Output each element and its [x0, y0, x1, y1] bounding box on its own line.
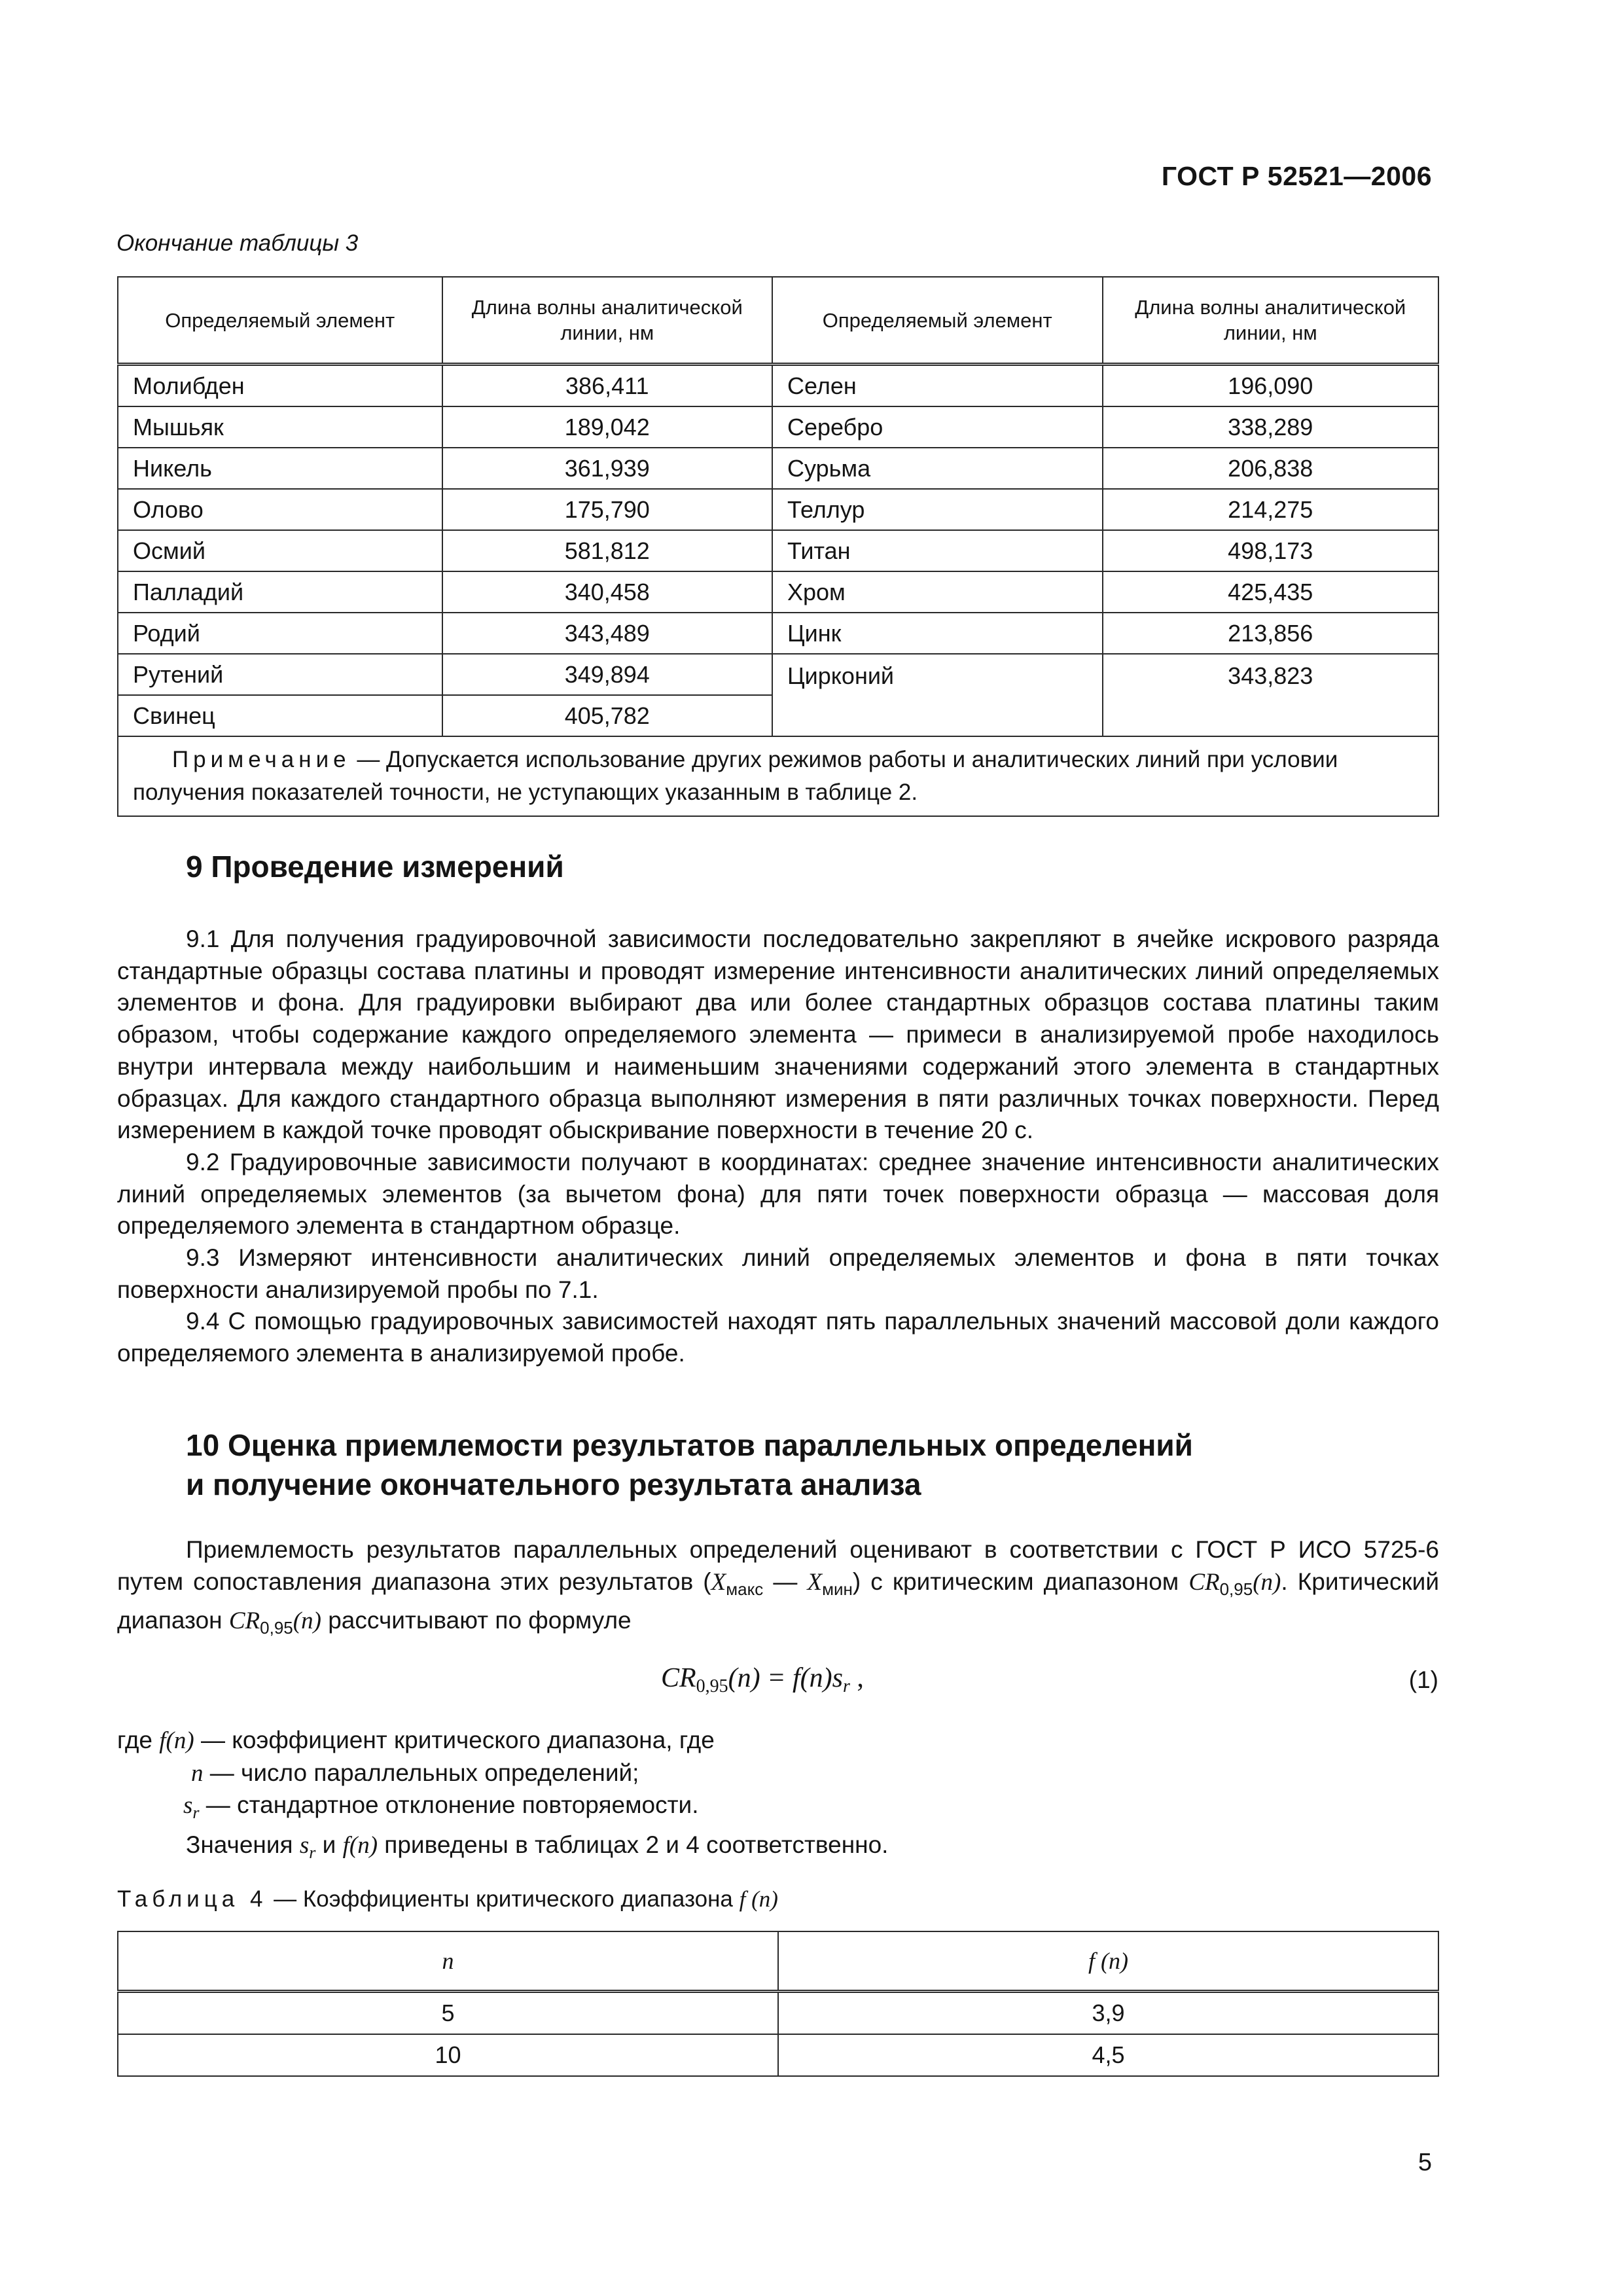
- definition-line: [117, 1789, 888, 1829]
- table-row: [118, 406, 1438, 448]
- section9-body: [117, 924, 1439, 1370]
- paragraph: [117, 1534, 1439, 1644]
- table-cell: Хром: [772, 571, 1103, 613]
- formula: [661, 1662, 864, 1697]
- paragraph: 9.1 Для получения градуировочной зависимости последовательно закрепляют в ячейке искрового разряда стандартные образцы состава платины и проводят измерение интенсивности аналитических линий определяемых элементов и фона. Для градуировки выбирают два или более стандартных образцов состава платины таким образом, чтобы содержание каждого определяемого элемента — примеси в анализируемой пробе находилось внутри интервала между наибольшим и наименьшим значениями содержаний этого элемента в стандартных образцах. Для каждого стандартного образца выполняют измерения в пяти различных точках поверхности. Перед измерением в каждой точке проводят обыскривание поверхности в течение 20 с.: [117, 925, 1439, 1144]
- formula-number: (1): [1408, 1666, 1438, 1693]
- table-cell: Свинец: [118, 695, 442, 736]
- symbol: s: [183, 1792, 193, 1820]
- table-row: [118, 448, 1438, 489]
- symbol: f(n): [342, 1832, 378, 1859]
- formula-text: ,: [849, 1663, 864, 1693]
- text-run: — стандартное отклонение повторяемости.: [199, 1791, 699, 1819]
- text-run: Приемлемость результатов параллельных определений оценивают в соответствии с ГОСТ Р ИСО 5725-6 путем сопоставления диапазона этих результатов (: [117, 1536, 1439, 1595]
- table-cell: 189,042: [442, 406, 772, 448]
- symbol: (n): [293, 1607, 321, 1635]
- table-cell: 581,812: [442, 530, 772, 571]
- table-cell: Родий: [118, 613, 442, 654]
- table-cell: Палладий: [118, 571, 442, 613]
- subscript: макс: [726, 1579, 764, 1599]
- table4-header-n: n: [118, 1931, 778, 1992]
- table-cell: Теллур: [772, 489, 1103, 530]
- text-run: ) с критическим диапазоном: [852, 1568, 1189, 1595]
- table-cell: 386,411: [442, 365, 772, 407]
- table-cell: 214,275: [1103, 489, 1439, 530]
- caption-text: — Коэффициенты критического диапазона: [267, 1886, 740, 1912]
- paragraph: 9.3 Измеряют интенсивности аналитических линий определяемых элементов и фона в пяти точках поверхности анализируемой пробы по 7.1.: [117, 1244, 1439, 1303]
- symbol: CR: [228, 1607, 260, 1635]
- subscript: мин: [822, 1579, 853, 1599]
- table3-header-element: Определяемый элемент: [118, 277, 442, 365]
- table-cell: 498,173: [1103, 530, 1439, 571]
- symbol: f(n): [159, 1727, 194, 1754]
- table3: [117, 276, 1439, 817]
- text-run: — число параллельных определений;: [203, 1759, 639, 1786]
- table4-header-fn: f (n): [778, 1931, 1438, 1992]
- table-note-row: [118, 736, 1438, 816]
- text-run: где: [117, 1727, 160, 1753]
- text-run: Значения: [186, 1831, 300, 1859]
- table3-header-element: Определяемый элемент: [772, 277, 1103, 365]
- caption-label: Таблица 4: [117, 1886, 268, 1912]
- definition-line: [117, 1725, 888, 1757]
- subscript: r: [192, 1803, 200, 1823]
- table-cell: 5: [118, 1992, 778, 2035]
- table-cell: Титан: [772, 530, 1103, 571]
- section9-heading: 9 Проведение измерений: [186, 850, 564, 884]
- text-run: приведены в таблицах 2 и 4 соответственно.: [378, 1831, 889, 1859]
- table-cell: Осмий: [118, 530, 442, 571]
- table-cell: Цирконий: [772, 654, 1103, 736]
- table3-caption: Окончание таблицы 3: [116, 230, 359, 256]
- symbol: n: [191, 1759, 204, 1787]
- table-cell: 338,289: [1103, 406, 1439, 448]
- subscript: 0,95: [260, 1618, 293, 1638]
- table-cell: 361,939: [442, 448, 772, 489]
- table-cell: Сурьма: [772, 448, 1103, 489]
- paragraph: 9.4 С помощью градуировочных зависимостей находят пять параллельных значений массовой доли каждого определяемого элемента в анализируемой пробе.: [117, 1308, 1439, 1367]
- table4-caption: [117, 1886, 778, 1912]
- table-cell: 4,5: [778, 2034, 1438, 2076]
- section10-heading-line1: 10 Оценка приемлемости результатов параллельных определений: [186, 1428, 1193, 1462]
- table-cell: 343,823: [1103, 654, 1439, 736]
- table-cell: 405,782: [442, 695, 772, 736]
- text-run: — коэффициент критического диапазона, где: [194, 1727, 715, 1753]
- section10-heading-line2: и получение окончательного результата анализа: [186, 1467, 921, 1501]
- table-row: [118, 654, 1438, 695]
- table3-note: [118, 736, 1438, 816]
- formula-subscript: 0,95: [696, 1676, 728, 1696]
- table-row: [118, 2034, 1438, 2076]
- table-row: [118, 613, 1438, 654]
- formula-text: (n) = f(n)s: [728, 1663, 843, 1693]
- symbol: (n): [1253, 1568, 1281, 1596]
- table-cell: 213,856: [1103, 613, 1439, 654]
- table3-header-wavelength: Длина волны аналитической линии, нм: [1103, 277, 1439, 365]
- text-run: —: [763, 1568, 808, 1595]
- note-label: Примечание: [172, 747, 351, 772]
- formula-definitions: [117, 1725, 888, 1869]
- table-cell: 196,090: [1103, 365, 1439, 407]
- table-cell: 175,790: [442, 489, 772, 530]
- text-run: рассчитывают по формуле: [321, 1607, 632, 1634]
- table-cell: 3,9: [778, 1992, 1438, 2035]
- table-cell: 349,894: [442, 654, 772, 695]
- page-number: 5: [1418, 2149, 1432, 2176]
- definition-line: [117, 1757, 888, 1790]
- table4: [117, 1931, 1439, 2077]
- formula-subscript: r: [842, 1676, 850, 1696]
- paragraph: 9.2 Градуировочные зависимости получают в координатах: среднее значение интенсивности аналитических линий определяемых элементов (за вычетом фона) для пяти точек поверхности образца — массовая доля определяемого элемента в стандартном образце.: [117, 1148, 1439, 1240]
- symbol: CR: [1188, 1568, 1220, 1596]
- table3-header-wavelength: Длина волны аналитической линии, нм: [442, 277, 772, 365]
- table-cell: 10: [118, 2034, 778, 2076]
- symbol: s: [299, 1832, 310, 1859]
- table-cell: 425,435: [1103, 571, 1439, 613]
- table-cell: 343,489: [442, 613, 772, 654]
- subscript: 0,95: [1219, 1579, 1253, 1599]
- section10-body: [117, 1534, 1439, 1644]
- symbol: X: [711, 1568, 726, 1596]
- table-row: [118, 1992, 1438, 2035]
- table-row: [118, 571, 1438, 613]
- table-row: [118, 489, 1438, 530]
- formula-symbol: CR: [661, 1663, 696, 1693]
- table-cell: 340,458: [442, 571, 772, 613]
- table-cell: Рутений: [118, 654, 442, 695]
- caption-symbol: f (n): [739, 1886, 778, 1912]
- table-cell: Молибден: [118, 365, 442, 407]
- table-row: [118, 365, 1438, 407]
- definition-line: [117, 1829, 888, 1869]
- text-run: и: [315, 1831, 343, 1859]
- table-row: [118, 530, 1438, 571]
- table-cell: Олово: [118, 489, 442, 530]
- table-cell: Серебро: [772, 406, 1103, 448]
- table-cell: Цинк: [772, 613, 1103, 654]
- text-run: . Критический диапазон: [117, 1568, 1440, 1634]
- table-cell: Селен: [772, 365, 1103, 407]
- table-cell: 206,838: [1103, 448, 1439, 489]
- document-standard-number: ГОСТ Р 52521—2006: [1161, 161, 1432, 191]
- symbol: X: [807, 1568, 823, 1596]
- note-text: — Допускается использование других режимов работы и аналитических линий при условии получения показателей точности, не уступающих указанным в таблице 2.: [133, 747, 1338, 805]
- table-cell: Мышьяк: [118, 406, 442, 448]
- subscript: r: [309, 1843, 316, 1863]
- table-cell: Никель: [118, 448, 442, 489]
- section10-heading: [186, 1426, 1193, 1504]
